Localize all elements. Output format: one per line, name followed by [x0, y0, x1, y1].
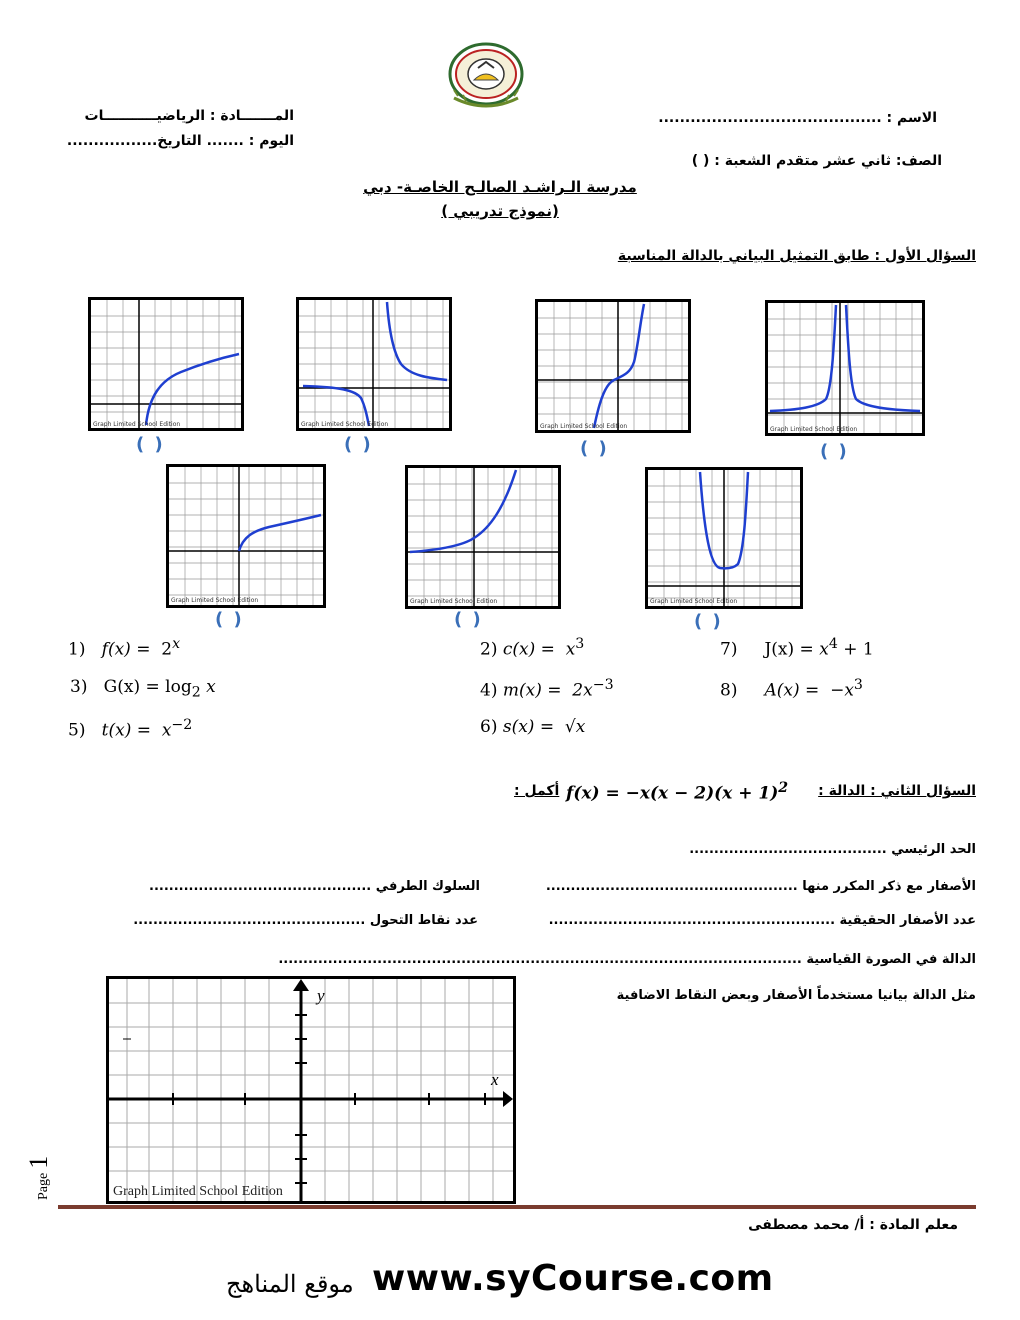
teacher-name: معلم المادة : أ/ محمد مصطفى [748, 1217, 958, 1233]
site-banner [226, 1258, 786, 1308]
q1-title: السؤال الأول : طابق التمثيل البياني بالدالة المناسبة [617, 248, 976, 264]
day-dots: ....... [206, 133, 244, 149]
graph-1-log [88, 297, 244, 431]
day-date-field [67, 133, 294, 149]
turning-points-field[interactable]: عدد نقاط التحول ............................................... [133, 913, 478, 928]
school-logo [440, 38, 532, 112]
answer-box-4[interactable]: ( ) [820, 441, 849, 462]
graph-3-cubic [535, 299, 691, 433]
graph-instruction: مثل الدالة بيانيا مستخدماً الأصفار وبعض النقاط الاضافية [616, 988, 976, 1003]
subject-field: المـــــــادة : الرياضيـــــــــــات [84, 108, 294, 124]
function-8: 8) $A(x) = -x^3$ [720, 677, 863, 701]
graph-2-reciprocal-cube [296, 297, 452, 431]
graph-watermark: Graph Limited School Edition [650, 598, 738, 605]
page-word: Page [36, 1172, 51, 1200]
graph-watermark: Graph Limited School Edition [540, 423, 628, 430]
class-label: الصف: [895, 153, 942, 169]
name-field [658, 110, 937, 126]
axis-x-label: x [491, 1070, 499, 1089]
q2-function: $f(x) = -x(x - 2)(x + 1)^2$ [566, 780, 789, 804]
school-name: مدرسة الـراشـد الصالـح الخاصـة- دبي [363, 178, 637, 196]
end-behavior-field[interactable]: السلوك الطرفي ............................................. [149, 879, 480, 894]
page-number [14, 1155, 54, 1280]
graph-watermark: Graph Limited School Edition [93, 421, 181, 428]
page-num: 1 [24, 1155, 53, 1169]
graph-watermark: Graph Limited School Edition [301, 421, 389, 428]
q2-complete: أكمل : [514, 783, 560, 799]
function-5: 5) $t(x) = x^{-2}$ [68, 717, 193, 741]
graph-watermark: Graph Limited School Edition [171, 597, 259, 604]
leading-term-field[interactable]: الحد الرئيسي ........................................ [689, 842, 976, 857]
name-dots: .......................................... [658, 110, 882, 126]
graph-watermark: Graph Limited School Edition [113, 1184, 283, 1199]
answer-box-7[interactable]: ( ) [694, 611, 723, 632]
class-value: ثاني عشر متقدم الشعبة : ( ) [691, 153, 891, 169]
graph-watermark: Graph Limited School Edition [770, 426, 858, 433]
answer-box-2[interactable]: ( ) [344, 434, 373, 455]
worksheet-subtitle: (نموذج تدريبي ) [441, 202, 559, 220]
function-4: 4) $m(x) = 2x^{-3}$ [480, 677, 614, 701]
graph-7-quartic [645, 467, 803, 609]
name-label: الاسم : [886, 110, 937, 126]
date-label: التاريخ................. [66, 133, 202, 149]
class-field [692, 153, 942, 169]
zeros-multiplicity-field[interactable]: الأصفار مع ذكر المكرر منها ................................................... [545, 879, 976, 894]
answer-box-1[interactable]: ( ) [136, 434, 165, 455]
standard-form-field[interactable]: الدالة في الصورة القياسية .......................................................................................................... [278, 952, 976, 967]
function-1: 1) f(x) = 2$^x$ [68, 636, 181, 660]
axis-y-label: y [317, 986, 325, 1005]
coordinate-grid[interactable] [106, 976, 516, 1204]
site-arabic: موقع المناهج [226, 1270, 354, 1298]
graph-5-sqrt [166, 464, 326, 608]
graph-6-exponential [405, 465, 561, 609]
answer-box-6[interactable]: ( ) [454, 609, 483, 630]
graph-watermark: Graph Limited School Edition [410, 598, 498, 605]
footer-rule [58, 1205, 976, 1209]
real-zeros-field[interactable]: عدد الأصفار الحقيقية .......................................................... [548, 913, 976, 928]
function-3: 3) $G(x) = \log_2 x$ [70, 677, 216, 701]
answer-box-3[interactable]: ( ) [580, 438, 609, 459]
function-7: 7) $J(x) = x^4 + 1$ [720, 636, 874, 660]
q2-title: السؤال الثاني : الدالة : [818, 783, 976, 799]
function-6: 6) s(x) = √x [480, 717, 586, 737]
graph-4-inverse-square [765, 300, 925, 436]
answer-box-5[interactable]: ( ) [215, 609, 244, 630]
function-2: 2) $c(x) = x^3$ [480, 636, 585, 660]
site-url[interactable]: www.syCourse.com [372, 1258, 774, 1299]
day-label: اليوم : [248, 133, 294, 149]
